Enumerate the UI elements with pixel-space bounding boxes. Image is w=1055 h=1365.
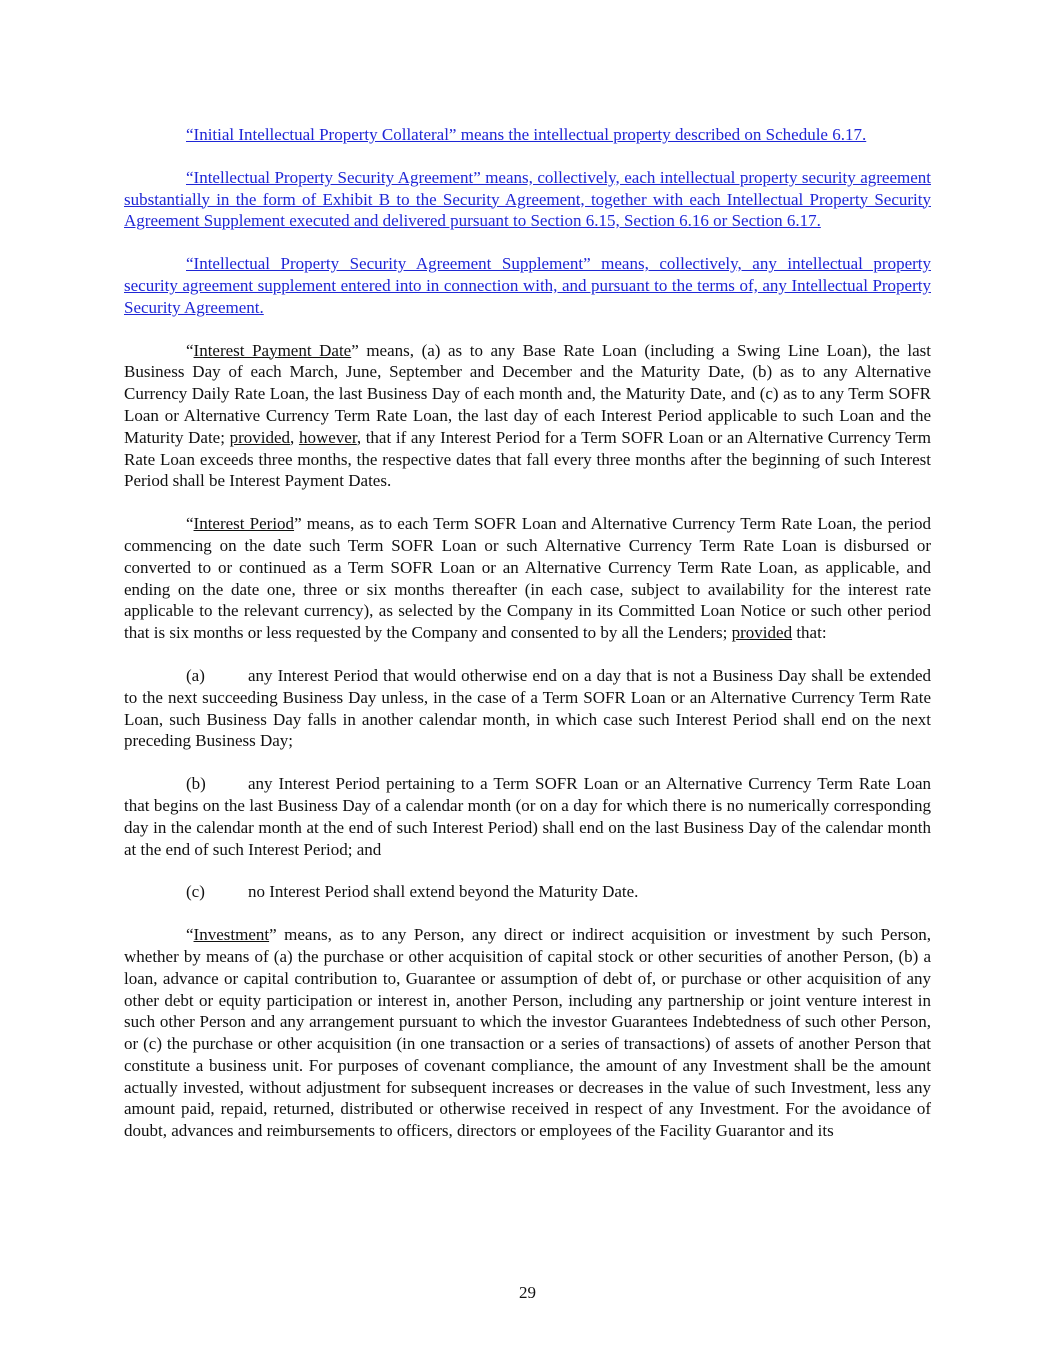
however-term: however [298,427,357,447]
added-text: “Intellectual Property Security Agreement Supplement” means, collectively, any intellectual property security agreement supplement entered into in connection with, and pursuant to the terms of, any Intellectual Property Security Agreement. [124,254,931,317]
document-body [124,124,931,1163]
definition-ip-security-agreement [124,167,931,232]
clause-text: no Interest Period shall extend beyond the Maturity Date. [248,882,639,902]
clause-text: any Interest Period that would otherwise end on a day that is not a Business Day shall be extended to the next succeeding Business Day unless, in the case of a Term SOFR Loan or an Alternative Currency Term Rate Loan, such Business Day falls in another calendar month, in which case such Interest Period shall end on the next preceding Business Day; [124,665,931,751]
added-text: “Initial Intellectual Property Collateral” means the intellectual property described on Schedule 6.17. [186,125,867,144]
definition-text: ” means, as to each Term SOFR Loan and Alternative Currency Term Rate Loan, the period commencing on the date such Term SOFR Loan or such Alternative Currency Term Rate Loan is disbursed or converted to or continued as a Term SOFR Loan or an Alternative Currency Term Rate Loan, as applicable, and ending on the date one, three or six months thereafter (in each case, subject to availability for the interest rate applicable to the relevant currency), as selected by the Company in its Committed Loan Notice or such other period that is six months or less requested by the Company and consented to by all the Lenders; [124,514,932,643]
definition-interest-payment-date [124,340,931,493]
defined-term: Interest Period [193,514,295,534]
open-quote: “ [186,340,194,360]
open-quote: “ [186,925,194,945]
clause-label: (a) [186,665,205,685]
separator: , [290,427,299,447]
definition-investment [124,924,931,1142]
provided-term: provided [731,623,793,643]
clause-label: (c) [186,882,205,902]
clause-a [124,665,931,752]
clause-label: (b) [186,774,206,794]
added-text: “Intellectual Property Security Agreement” means, collectively, each intellectual property security agreement substantially in the form of Exhibit B to the Security Agreement, together with each Intellectual Property Security Agreement Supplement executed and delivered pursuant to Section 6.15, Section 6.16 or Section 6.17. [124,167,931,231]
definition-text: , that if any Interest Period for a Term SOFR Loan or an Alternative Currency Term Rate Loan exceeds three months, the respective dates that fall every three months after the beginning of such Interest Period shall be Interest Payment Dates. [124,427,932,491]
defined-term: Investment [193,925,270,945]
clause-c [124,881,931,903]
definition-text: ” means, (a) as to any Base Rate Loan (including a Swing Line Loan), the last Business Day of each March, June, September and December and the Maturity Date, (b) as to any Alternative Currency Daily Rate Loan, the last Business Day of each month and, the Maturity Date, and (c) as to any Term SOFR Loan or Alternative Currency Term Rate Loan, the last day of each Interest Period applicable to such Loan and the Maturity Date; [124,340,931,447]
clause-b [124,773,931,860]
definition-text: ” means, as to any Person, any direct or indirect acquisition or investment by such Person, whether by means of (a) the purchase or other acquisition of capital stock or other securities of another Person, (b) a loan, advance or capital contribution to, Guarantee or assumption of debt of, or purchase or other acquisition of any other debt or equity participation or interest in, another Person, including any partnership or joint venture interest in such other Person and any arrangement pursuant to which the investor Guarantees Indebtedness of such other Person, or (c) the purchase or other acquisition (in one transaction or a series of transactions) of assets of another Person that constitute a business unit. For purposes of covenant compliance, the amount of any Investment shall be the amount actually invested, without adjustment for subsequent increases or decreases in the value of such Investment, less any amount paid, repaid, returned, distributed or otherwise received in respect of any Investment. For the avoidance of doubt, advances and reimbursements to officers, directors or employees of the Facility Guarantor and its [124,925,931,1141]
definition-ip-security-agreement-supplement [124,253,931,318]
definition-interest-period [124,513,931,644]
open-quote: “ [186,514,194,534]
definition-text: that: [792,623,827,643]
page-number: 29 [519,1283,536,1302]
provided-term: provided [229,427,291,447]
defined-term: Interest Payment Date [193,340,352,360]
definition-initial-ip-collateral [124,124,931,146]
clause-text: any Interest Period pertaining to a Term SOFR Loan or an Alternative Currency Term Rate Loan that begins on the last Business Day of a calendar month (or on a day for which there is no numerically corresponding day in the calendar month at the end of such Interest Period) shall end on the last Business Day of the calendar month at the end of such Interest Period; and [124,774,931,859]
